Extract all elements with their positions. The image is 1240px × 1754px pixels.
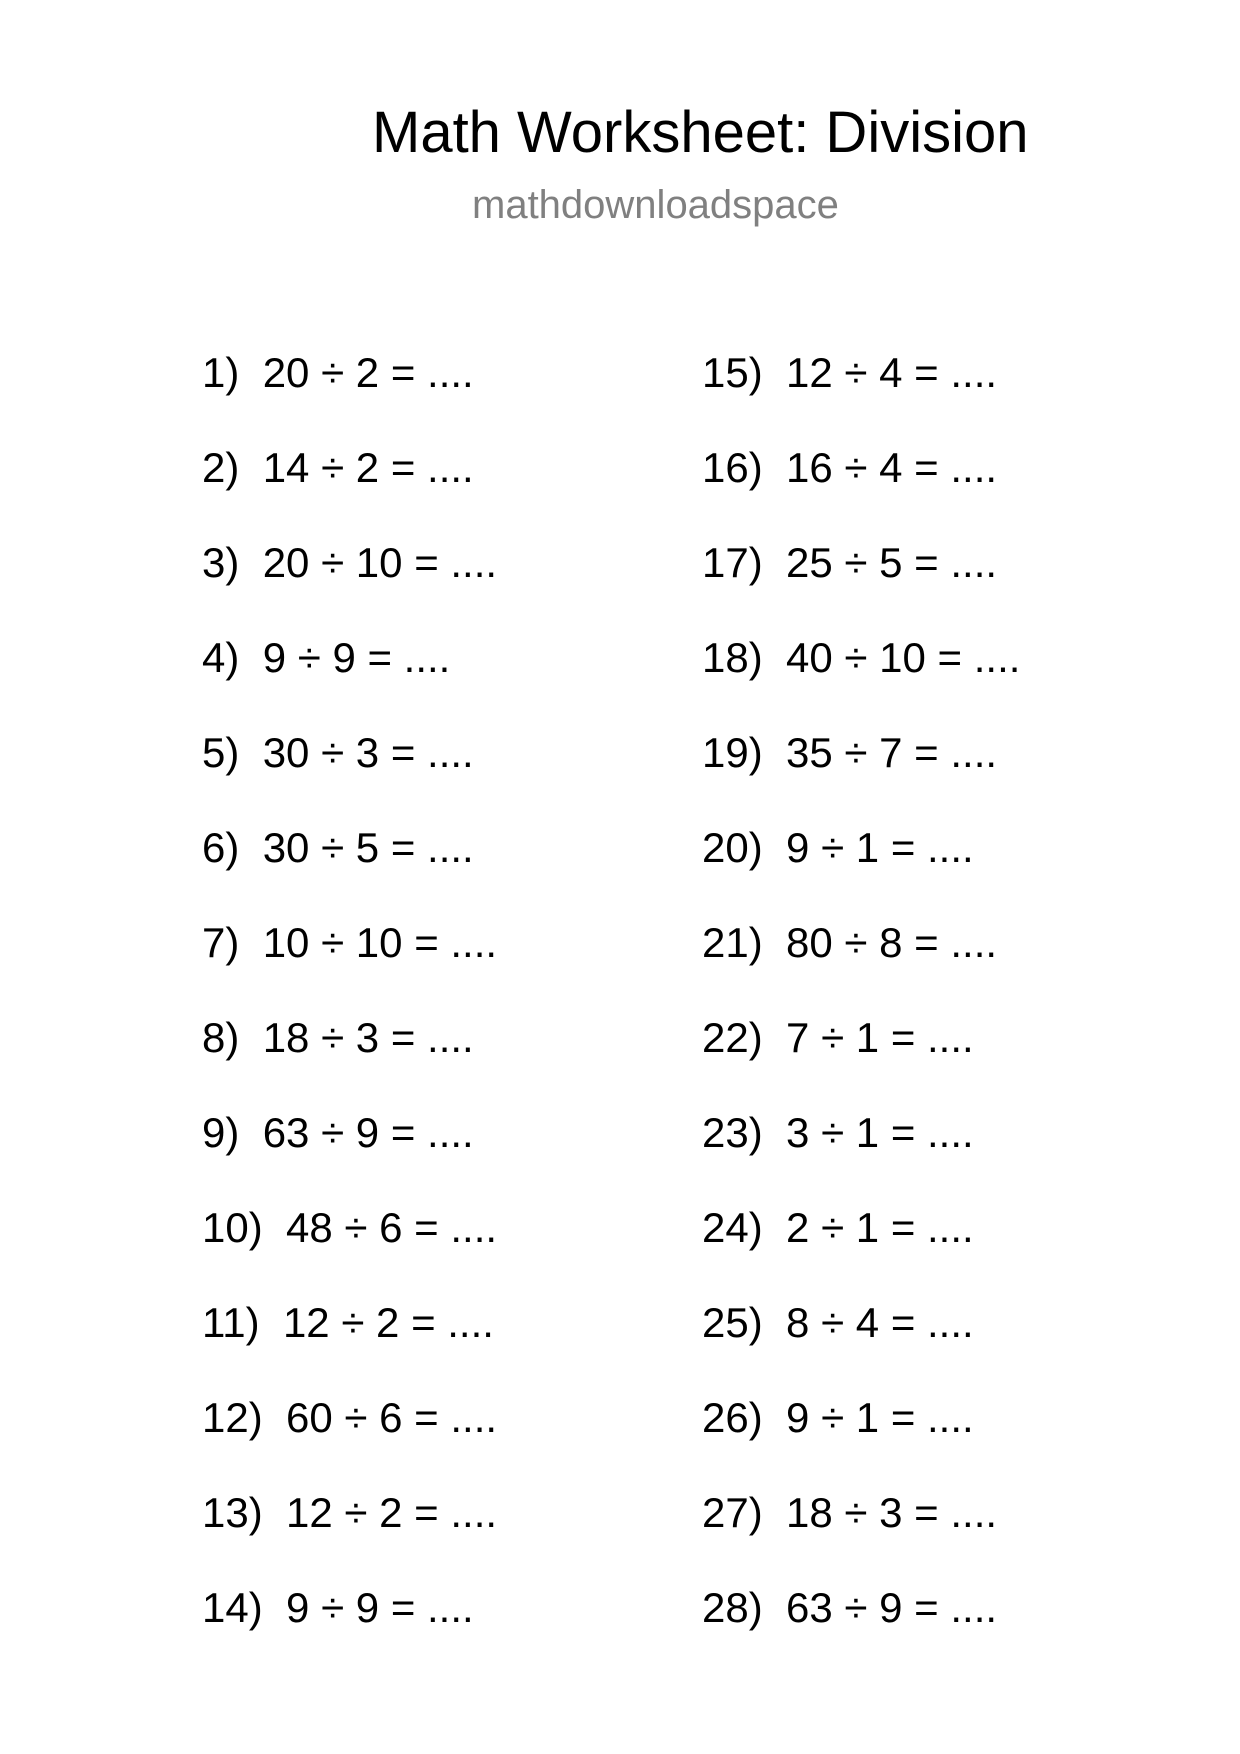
worksheet-source: mathdownloadspace: [472, 183, 839, 227]
problem-number: 16): [702, 444, 763, 491]
problem-item: [702, 915, 1020, 1010]
problem-item: [202, 535, 497, 630]
problem-expression: 18 ÷ 3 = ....: [262, 1014, 474, 1061]
problem-expression: 12 ÷ 2 = ....: [286, 1489, 498, 1536]
problem-item: [702, 820, 1020, 915]
problem-item: [702, 1485, 1020, 1580]
problem-number: 28): [702, 1584, 763, 1631]
problem-expression: 18 ÷ 3 = ....: [786, 1489, 998, 1536]
problem-item: [202, 820, 497, 915]
problem-item: [702, 345, 1020, 440]
problem-item: [702, 1105, 1020, 1200]
problem-expression: 48 ÷ 6 = ....: [286, 1204, 498, 1251]
problem-item: [702, 535, 1020, 630]
problem-expression: 9 ÷ 9 = ....: [262, 634, 451, 681]
problem-expression: 12 ÷ 4 = ....: [786, 349, 998, 396]
problem-expression: 10 ÷ 10 = ....: [262, 919, 498, 966]
problem-expression: 16 ÷ 4 = ....: [786, 444, 998, 491]
problem-number: 27): [702, 1489, 763, 1536]
problem-number: 10): [202, 1204, 263, 1251]
problem-item: [702, 630, 1020, 725]
problem-number: 18): [702, 634, 763, 681]
problem-item: [702, 1295, 1020, 1390]
problem-expression: 60 ÷ 6 = ....: [286, 1394, 498, 1441]
problem-number: 8): [202, 1014, 240, 1061]
problem-expression: 25 ÷ 5 = ....: [786, 539, 998, 586]
problem-expression: 40 ÷ 10 = ....: [786, 634, 1021, 681]
problem-number: 13): [202, 1489, 263, 1536]
problem-expression: 80 ÷ 8 = ....: [786, 919, 998, 966]
problem-item: [202, 440, 497, 535]
problem-number: 5): [202, 729, 240, 776]
problem-expression: 7 ÷ 1 = ....: [786, 1014, 974, 1061]
problem-expression: 20 ÷ 10 = ....: [262, 539, 498, 586]
problem-number: 24): [702, 1204, 763, 1251]
problem-number: 12): [202, 1394, 263, 1441]
problem-number: 6): [202, 824, 240, 871]
worksheet-title: Math Worksheet: Division: [372, 100, 1029, 165]
problem-number: 20): [702, 824, 763, 871]
problem-item: [202, 725, 497, 820]
problem-expression: 12 ÷ 2 = ....: [282, 1299, 494, 1346]
problem-number: 23): [702, 1109, 763, 1156]
problem-number: 2): [202, 444, 240, 491]
problem-expression: 30 ÷ 3 = ....: [262, 729, 474, 776]
problem-item: [202, 915, 497, 1010]
problem-item: [202, 345, 497, 440]
problem-expression: 9 ÷ 1 = ....: [786, 1394, 974, 1441]
problem-number: 14): [202, 1584, 263, 1631]
problem-item: [702, 1010, 1020, 1105]
problem-number: 17): [702, 539, 763, 586]
problem-item: [702, 725, 1020, 820]
problem-expression: 30 ÷ 5 = ....: [262, 824, 474, 871]
problem-item: [702, 1580, 1020, 1675]
problem-expression: 35 ÷ 7 = ....: [786, 729, 998, 776]
problem-column-left: [202, 345, 497, 1675]
problem-expression: 9 ÷ 9 = ....: [286, 1584, 474, 1631]
problem-item: [702, 440, 1020, 535]
problem-number: 9): [202, 1109, 240, 1156]
problem-item: [202, 1295, 497, 1390]
problem-number: 1): [202, 349, 240, 396]
problem-number: 19): [702, 729, 763, 776]
problem-number: 11): [202, 1299, 260, 1346]
problem-expression: 2 ÷ 1 = ....: [786, 1204, 974, 1251]
problem-item: [202, 1200, 497, 1295]
problem-expression: 14 ÷ 2 = ....: [262, 444, 474, 491]
problem-number: 26): [702, 1394, 763, 1441]
problem-column-right: [702, 345, 1020, 1675]
problem-expression: 9 ÷ 1 = ....: [786, 824, 974, 871]
problem-expression: 63 ÷ 9 = ....: [262, 1109, 474, 1156]
problem-number: 7): [202, 919, 240, 966]
problem-item: [202, 1105, 497, 1200]
problem-number: 4): [202, 634, 240, 681]
problem-expression: 20 ÷ 2 = ....: [262, 349, 474, 396]
problem-item: [702, 1390, 1020, 1485]
problem-number: 21): [702, 919, 763, 966]
problem-item: [702, 1200, 1020, 1295]
problem-item: [202, 1390, 497, 1485]
problem-number: 3): [202, 539, 240, 586]
problem-number: 15): [702, 349, 763, 396]
problem-number: 25): [702, 1299, 763, 1346]
problem-expression: 63 ÷ 9 = ....: [786, 1584, 998, 1631]
problem-item: [202, 1580, 497, 1675]
problem-item: [202, 1010, 497, 1105]
problem-number: 22): [702, 1014, 763, 1061]
problem-expression: 3 ÷ 1 = ....: [786, 1109, 974, 1156]
problem-item: [202, 1485, 497, 1580]
problem-expression: 8 ÷ 4 = ....: [786, 1299, 974, 1346]
problem-item: [202, 630, 497, 725]
